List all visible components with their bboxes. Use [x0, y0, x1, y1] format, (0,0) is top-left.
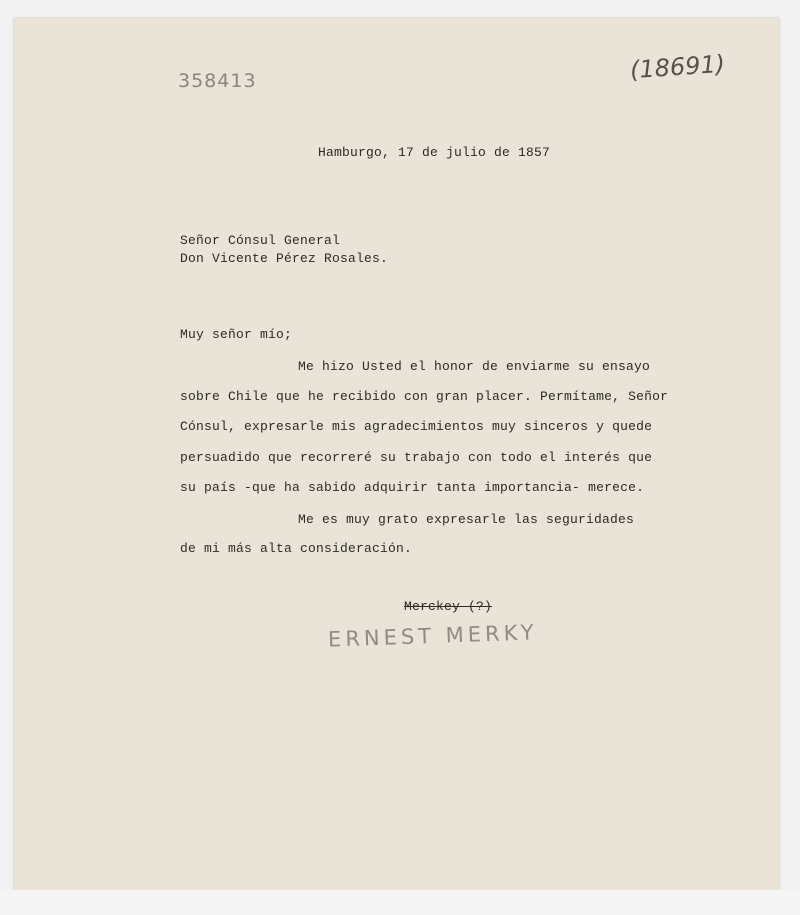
salutation: Muy señor mío;	[180, 327, 293, 342]
closing-line: de mi más alta consideración.	[180, 541, 413, 556]
closing-line: Me es muy grato expresarle las seguridades	[298, 512, 635, 527]
body-line: Cónsul, expresarle mis agradecimientos muy sinceros y quede	[180, 419, 653, 434]
recipient-line: Don Vicente Pérez Rosales.	[180, 251, 389, 266]
archive-number: 358413	[178, 70, 257, 92]
typed-signature-name: Merckey (?)	[404, 599, 493, 614]
body-line: persuadido que recorreré su trabajo con todo el interés que	[180, 450, 653, 465]
body-line: su país -que ha sabido adquirir tanta importancia- merece.	[180, 480, 645, 495]
recipient-line: Señor Cónsul General	[180, 233, 341, 248]
body-line: Me hizo Usted el honor de enviarme su ensayo	[298, 359, 651, 374]
folio-number: (18691)	[629, 49, 726, 85]
body-line: sobre Chile que he recibido con gran placer. Permítame, Señor	[180, 389, 669, 404]
handwritten-name: ERNEST MERKY	[327, 620, 538, 652]
page-bottom-margin	[0, 890, 800, 915]
date-line: Hamburgo, 17 de julio de 1857	[318, 145, 551, 160]
